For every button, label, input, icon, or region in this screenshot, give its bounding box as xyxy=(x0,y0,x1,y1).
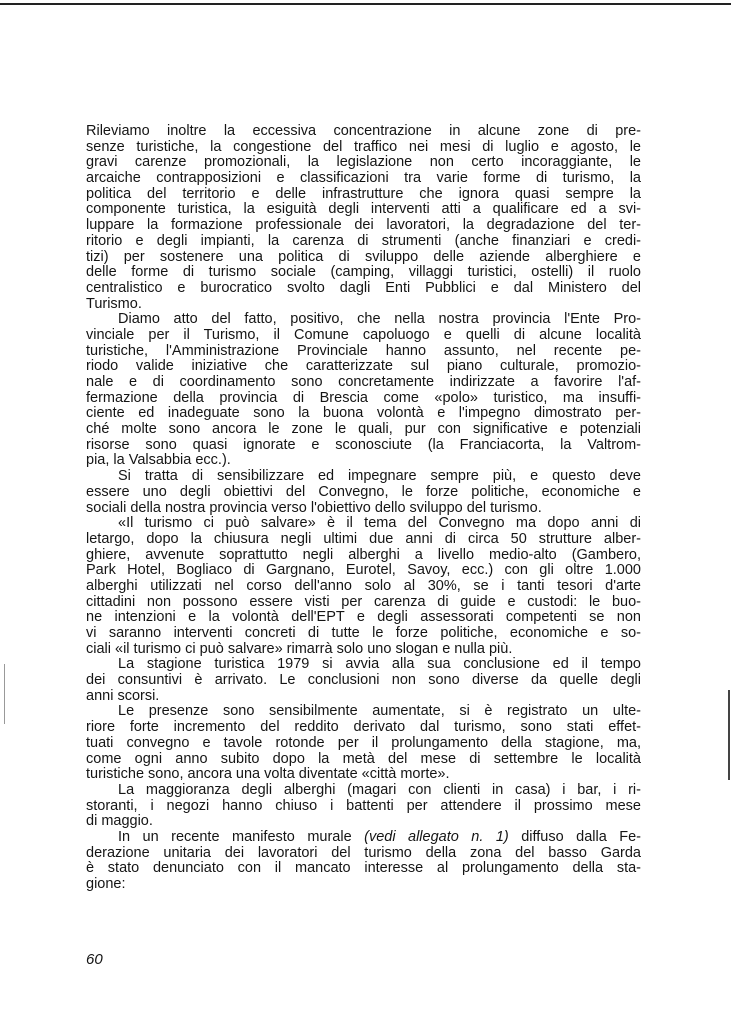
text-line: delle forme di turismo sociale (camping, villaggi turistici, ostelli) il ruolo xyxy=(86,264,641,281)
text-line: Si tratta di sensibilizzare ed impegnare sempre più, e questo deve xyxy=(118,468,641,485)
text-line: tizi) per sostenere una politica di sviluppo delle aziende alberghiere e xyxy=(86,248,641,265)
text-line: La stagione turistica 1979 si avvia alla sua conclusione ed il tempo xyxy=(118,656,641,673)
body-text xyxy=(86,124,641,893)
paragraph xyxy=(86,783,641,830)
text-line: pia, la Valsabbia ecc.). xyxy=(86,452,231,469)
text-line: sociali della nostra provincia verso l'obiettivo dello sviluppo del turismo. xyxy=(86,499,542,516)
text-line: politica del territorio e delle infrastrutture che ignora quasi sempre la xyxy=(86,185,641,202)
text-line: ciente ed inadeguate sono la buona volontà e l'impegno dimostrato per- xyxy=(86,405,641,422)
text-line: In un recente manifesto murale (vedi allegato n. 1) diffuso dalla Fe- xyxy=(118,828,642,845)
text-line: anni scorsi. xyxy=(86,687,160,704)
text-line: Turismo. xyxy=(86,295,142,312)
paragraph xyxy=(86,657,641,704)
text-line: di maggio. xyxy=(86,813,153,830)
text-line: La maggioranza degli alberghi (magari con clienti in casa) i bar, i ri- xyxy=(118,781,641,798)
text-line: è stato denunciato con il mancato interesse al prolungamento della sta- xyxy=(86,860,641,877)
text-line: risorse sono quasi ignorate e sconosciute (la Franciacorta, la Valtrom- xyxy=(86,436,641,453)
text-line: essere uno degli obiettivi del Convegno, le forze politiche, economiche e xyxy=(86,483,641,500)
text-line: riore forte incremento del reddito derivato dal turismo, sono stati effet- xyxy=(86,719,641,736)
text-line: fermazione della provincia di Brescia come «polo» turistico, ma insuffi- xyxy=(86,389,641,406)
reference-italic: (vedi allegato n. 1) xyxy=(364,828,509,845)
text-line: componente turistica, la esiguità degli interventi atti a qualificare ed a svi- xyxy=(86,201,641,218)
text-line: gravi carenze promozionali, la legislazione non certo incoraggiante, le xyxy=(86,154,641,171)
text-line: Rileviamo inoltre la eccessiva concentrazione in alcune zone di pre- xyxy=(86,123,641,139)
text-line: centralistico e burocratico svolto dagli Enti Pubblici e dal Ministero del xyxy=(86,279,641,296)
text-line: riodo valide iniziative che caratterizzate sul piano culturale, promozio- xyxy=(86,358,641,375)
text-line: vinciale per il Turismo, il Comune capoluogo e quelli di alcune località xyxy=(86,326,641,343)
text-line: vi saranno interventi concreti di tutte le forze politiche, economiche e so- xyxy=(86,625,641,641)
paragraph xyxy=(86,124,641,312)
top-scan-border xyxy=(0,3,731,5)
text-line: tuati convegno e tavole rotonde per il prolungamento della stagione, ma, xyxy=(86,734,641,751)
text-line: Diamo atto del fatto, positivo, che nella nostra provincia l'Ente Pro- xyxy=(118,311,641,328)
text-line: ritorio e degli impianti, la carenza di strumenti (anche finanziari e credi- xyxy=(86,232,641,249)
text-line: luppare la formazione professionale dei lavoratori, la degradazione del ter- xyxy=(86,217,641,234)
text-line: Le presenze sono sensibilmente aumentate, si è registrato un ulte- xyxy=(118,703,641,720)
text-line: nale e di coordinamento sono concretamente indirizzate a favorire l'af- xyxy=(86,374,641,390)
text-line: come ogni anno subito dopo la metà del mese di settembre le località xyxy=(86,750,641,767)
text-line: turistiche sono, ancora una volta diventate «città morte». xyxy=(86,766,450,783)
text-line: «Il turismo ci può salvare» è il tema del Convegno ma dopo anni di xyxy=(118,515,641,532)
right-scan-mark xyxy=(728,690,730,780)
text-line: senze turistiche, la congestione del traffico nei mesi di luglio e agosto, le xyxy=(86,138,641,155)
text-line: turistiche, l'Amministrazione Provinciale hanno assunto, nel recente pe- xyxy=(86,342,641,359)
text-line: ghiere, avvenute soprattutto negli alberghi a livello medio-alto (Gambero, xyxy=(86,546,641,563)
paragraph xyxy=(86,516,641,657)
text-line: derazione unitaria dei lavoratori del turismo della zona del basso Garda xyxy=(86,844,641,861)
paragraph xyxy=(86,312,641,469)
text-line: ne intenzioni e la volontà dell'EPT e degli assessorati competenti se non xyxy=(86,609,641,626)
text-line: arcaiche contrapposizioni e classificazioni tra varie forme di turismo, la xyxy=(86,170,641,187)
text-line: storanti, i negozi hanno chiuso i battenti per attendere il prossimo mese xyxy=(86,797,641,814)
text-line: gione: xyxy=(86,876,126,892)
paragraph xyxy=(86,704,641,782)
text-line: Park Hotel, Bogliaco di Gargnano, Eurotel, Savoy, ecc.) con gli oltre 1.000 xyxy=(86,562,641,579)
text-line: ché molte sono ancora le zone le quali, pur con significative e potenziali xyxy=(86,421,641,438)
page-number: 60 xyxy=(86,951,103,968)
text-line: alberghi utilizzati nel corso dell'anno solo al 30%, se i tanti tesori d'arte xyxy=(86,577,641,594)
text-line: letargo, dopo la chiusura negli ultimi due anni di circa 50 strutture alber- xyxy=(86,530,641,547)
paragraph-manifesto xyxy=(86,830,641,893)
paragraph xyxy=(86,469,641,516)
text-line: dei consuntivi è arrivato. Le conclusioni non sono diverse da quelle degli xyxy=(86,672,641,689)
left-scan-mark xyxy=(4,664,5,724)
text-line: ciali «il turismo ci può salvare» rimarrà solo uno slogan e nulla più. xyxy=(86,640,513,657)
text-line: cittadini non possono essere visti per carenza di guide e custodi: le buo- xyxy=(86,593,641,610)
